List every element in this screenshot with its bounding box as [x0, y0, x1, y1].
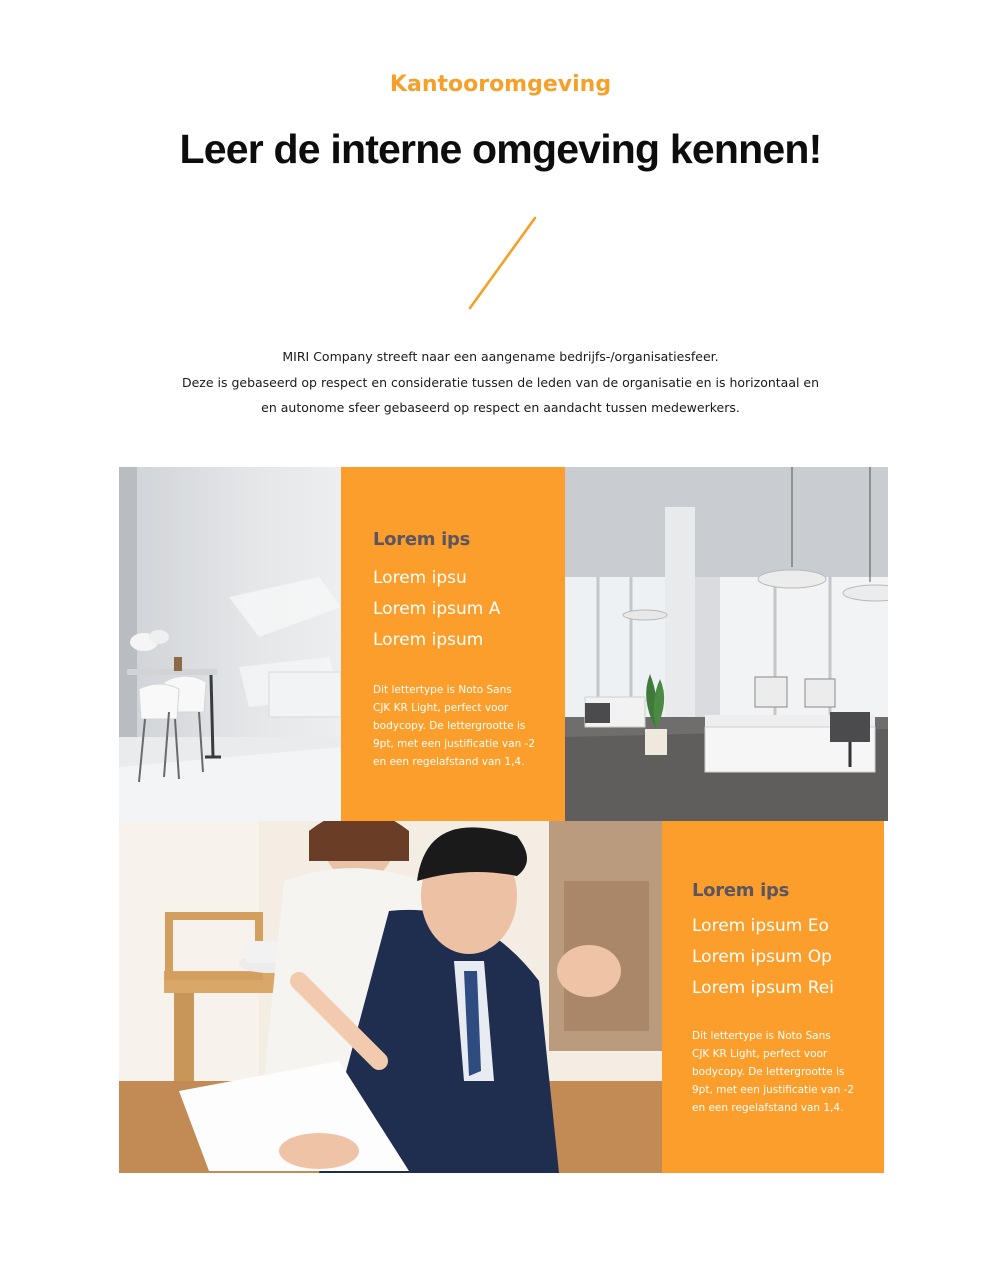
- info-card-1: [341, 467, 565, 821]
- card-body: [373, 681, 563, 771]
- card-line: Lorem ipsum A: [373, 599, 501, 619]
- card-line: Lorem ipsum Op: [692, 947, 832, 967]
- card-body-line: 9pt, met een justificatie van -2: [373, 738, 536, 750]
- card-body-line: CJK KR Light, perfect voor: [373, 702, 509, 714]
- card-body-line: Dit lettertype is Noto Sans: [692, 1030, 831, 1042]
- card-line: Lorem ipsum: [373, 630, 484, 650]
- decorative-slash: [465, 215, 539, 311]
- card-line: Lorem ipsu: [373, 568, 467, 588]
- photo-colleagues: [119, 821, 662, 1173]
- card-heading: Lorem ips: [692, 880, 790, 901]
- card-body-line: bodycopy. De lettergrootte is: [692, 1066, 845, 1078]
- card-body-line: bodycopy. De lettergrootte is: [373, 720, 526, 732]
- intro-text: [150, 344, 851, 421]
- card-line: Lorem ipsum Rei: [692, 978, 834, 998]
- info-card-2: [662, 821, 884, 1173]
- photo-bright-room: [119, 467, 341, 821]
- card-line: Lorem ipsum Eo: [692, 916, 829, 936]
- card-body-line: 9pt, met een justificatie van -2: [692, 1084, 855, 1096]
- photo-open-office: [565, 467, 888, 821]
- card-lines: [692, 911, 834, 1004]
- intro-line: en autonome sfeer gebaseerd op respect en aandacht tussen medewerkers.: [261, 400, 740, 415]
- card-body-line: Dit lettertype is Noto Sans: [373, 684, 512, 696]
- card-body: [692, 1027, 882, 1117]
- card-lines: [373, 563, 500, 656]
- intro-line: MIRI Company streeft naar een aangename bedrijfs-/organisatiesfeer.: [282, 349, 719, 364]
- card-body-line: CJK KR Light, perfect voor: [692, 1048, 828, 1060]
- card-body-line: en een regelafstand van 1,4.: [692, 1102, 844, 1114]
- intro-line: Deze is gebaseerd op respect en consideratie tussen de leden van de organisatie en is horizontaal en: [181, 374, 820, 390]
- section-eyebrow: Kantooromgeving: [389, 72, 612, 97]
- page-title: Leer de interne omgeving kennen!: [179, 126, 822, 172]
- card-body-line: en een regelafstand van 1,4.: [373, 756, 525, 768]
- card-heading: Lorem ips: [373, 529, 471, 550]
